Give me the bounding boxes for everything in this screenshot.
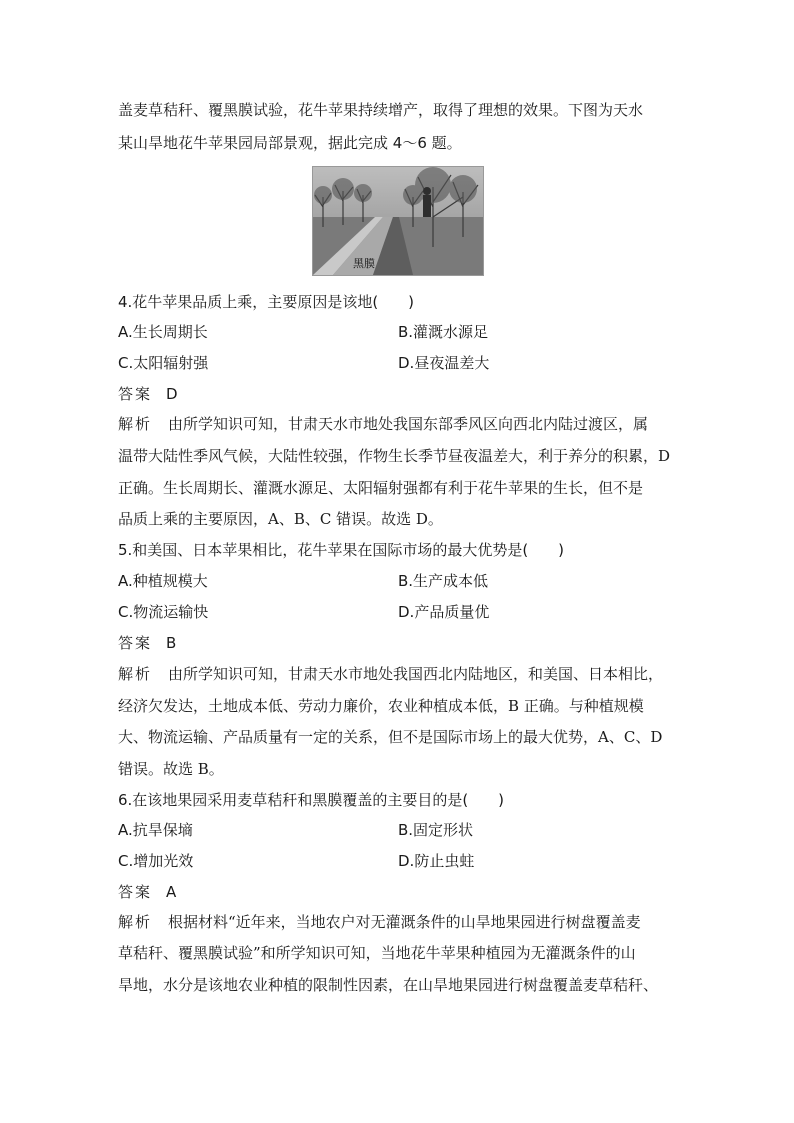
explanation-text: 大、物流运输、产品质量有一定的关系，但不是国际市场上的最大优势，A、C、D: [118, 728, 663, 746]
explanation-line: [118, 414, 710, 434]
explanation-label: 解析: [118, 415, 153, 433]
explanation-text: 正确。生长周期长、灌溉水源足、太阳辐射强都有利于花牛苹果的生长，但不是: [118, 479, 644, 497]
explanation-label: 解析: [118, 665, 153, 683]
option-a: A.抗旱保墒: [118, 821, 193, 839]
explanation-text: 错误。故选 B。: [118, 760, 224, 778]
intro-line-1: 盖麦草秸秆、覆黑膜试验，花牛苹果持续增产，取得了理想的效果。下图为天水: [118, 101, 644, 119]
answer-label: 答案: [118, 883, 153, 901]
explanation-text: 旱地，水分是该地农业种植的限制性因素，在山旱地果园进行树盘覆盖麦草秸秆、: [118, 976, 659, 994]
explanation-text: 草秸秆、覆黑膜试验”和所学知识可知，当地花牛苹果种植园为无灌溉条件的山: [118, 944, 636, 962]
explanation-text: 由所学知识可知，甘肃天水市地处我国西北内陆地区，和美国、日本相比，: [168, 665, 664, 683]
option-a: A.生长周期长: [118, 323, 208, 341]
explanation-text: 品质上乘的主要原因，A、B、C 错误。故选 D。: [118, 510, 443, 528]
answer-value: A: [166, 883, 177, 901]
explanation-text: 经济欠发达，土地成本低、劳动力廉价，农业种植成本低，B 正确。与种植规模: [118, 697, 644, 715]
option-d: D.昼夜温差大: [398, 354, 490, 372]
explanation-text: 温带大陆性季风气候，大陆性较强，作物生长季节昼夜温差大，利于养分的积累，D: [118, 447, 671, 465]
option-d: D.防止虫蛀: [398, 852, 475, 870]
explanation-line: [118, 912, 710, 932]
answer-line: [118, 384, 710, 404]
orchard-photo: [312, 166, 484, 276]
question-stem: 5.和美国、日本苹果相比，花牛苹果在国际市场的最大优势是( ): [118, 541, 565, 559]
answer-line: [118, 633, 710, 653]
figure-label: 黑膜: [353, 257, 375, 270]
explanation-text: 根据材料“近年来，当地农户对无灌溉条件的山旱地果园进行树盘覆盖麦: [168, 913, 641, 931]
answer-line: [118, 882, 710, 902]
question-stem: 6.在该地果园采用麦草秸秆和黑膜覆盖的主要目的是( ): [118, 791, 505, 809]
option-a: A.种植规模大: [118, 572, 208, 590]
explanation-line: [118, 664, 710, 684]
answer-value: B: [166, 634, 177, 652]
answer-label: 答案: [118, 634, 153, 652]
option-b: B.生产成本低: [398, 572, 489, 590]
explanation-label: 解析: [118, 913, 153, 931]
option-d: D.产品质量优: [398, 603, 490, 621]
option-c: C.太阳辐射强: [118, 354, 209, 372]
answer-value: D: [166, 385, 178, 403]
option-b: B.灌溉水源足: [398, 323, 489, 341]
option-c: C.增加光效: [118, 852, 194, 870]
answer-label: 答案: [118, 385, 153, 403]
option-c: C.物流运输快: [118, 603, 209, 621]
explanation-text: 由所学知识可知，甘肃天水市地处我国东部季风区向西北内陆过渡区，属: [168, 415, 649, 433]
intro-line-2: 某山旱地花牛苹果园局部景观，据此完成 4～6 题。: [118, 134, 462, 152]
orchard-photo-image: [313, 167, 483, 275]
option-b: B.固定形状: [398, 821, 474, 839]
question-stem: 4.花牛苹果品质上乘，主要原因是该地( ): [118, 293, 415, 311]
